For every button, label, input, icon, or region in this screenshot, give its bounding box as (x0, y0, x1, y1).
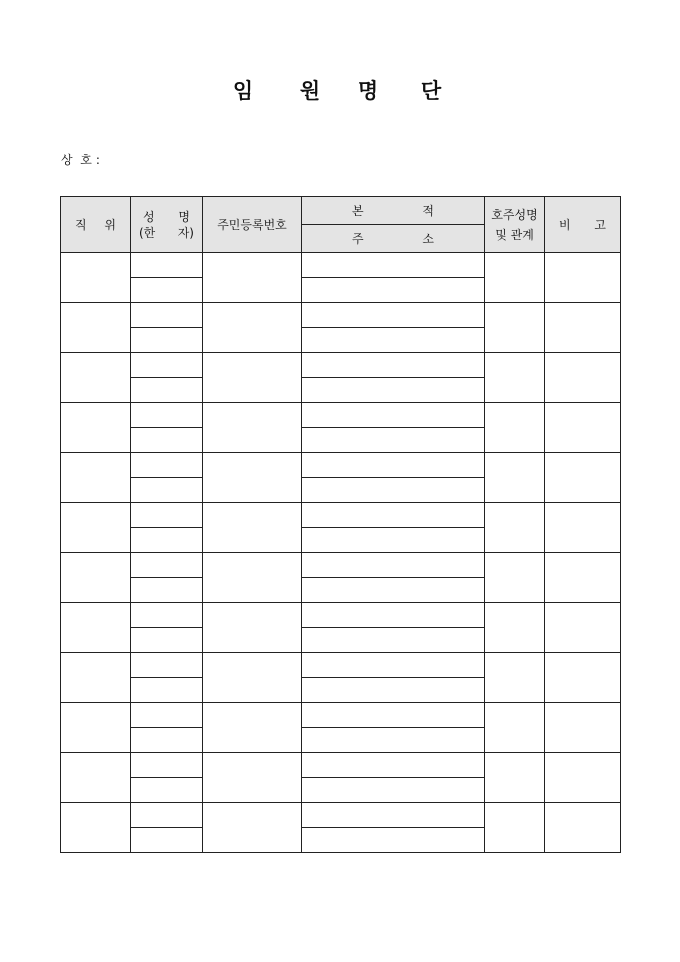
remarks-cell[interactable] (545, 253, 621, 303)
table-row (61, 253, 621, 278)
domicile-cell[interactable] (302, 553, 485, 578)
position-cell[interactable] (61, 453, 131, 503)
position-cell[interactable] (61, 553, 131, 603)
domicile-cell[interactable] (302, 703, 485, 728)
hanja-name-cell[interactable] (131, 378, 203, 403)
hanja-name-cell[interactable] (131, 678, 203, 703)
address-cell[interactable] (302, 578, 485, 603)
domicile-cell[interactable] (302, 353, 485, 378)
table-row (61, 403, 621, 428)
header-resident-number: 주민등록번호 (203, 197, 302, 253)
domicile-cell[interactable] (302, 803, 485, 828)
resident-number-cell[interactable] (203, 653, 302, 703)
address-cell[interactable] (302, 828, 485, 853)
officer-roster-table (60, 196, 621, 853)
position-cell[interactable] (61, 303, 131, 353)
resident-number-cell[interactable] (203, 803, 302, 853)
domicile-cell[interactable] (302, 653, 485, 678)
household-head-cell[interactable] (485, 653, 545, 703)
table-row (61, 703, 621, 728)
address-cell[interactable] (302, 528, 485, 553)
resident-number-cell[interactable] (203, 453, 302, 503)
table-row (61, 303, 621, 328)
table-row (61, 353, 621, 378)
household-head-cell[interactable] (485, 803, 545, 853)
remarks-cell[interactable] (545, 503, 621, 553)
remarks-cell[interactable] (545, 353, 621, 403)
domicile-cell[interactable] (302, 603, 485, 628)
name-cell[interactable] (131, 553, 203, 578)
header-position: 직 위 (61, 197, 131, 253)
hanja-name-cell[interactable] (131, 478, 203, 503)
company-label: 상 호 (61, 153, 92, 167)
household-head-cell[interactable] (485, 453, 545, 503)
household-head-cell[interactable] (485, 703, 545, 753)
resident-number-cell[interactable] (203, 603, 302, 653)
position-cell[interactable] (61, 753, 131, 803)
household-head-cell[interactable] (485, 603, 545, 653)
roster-body (61, 253, 621, 853)
address-cell[interactable] (302, 328, 485, 353)
household-head-cell[interactable] (485, 503, 545, 553)
resident-number-cell[interactable] (203, 253, 302, 303)
position-cell[interactable] (61, 403, 131, 453)
remarks-cell[interactable] (545, 303, 621, 353)
table-row (61, 753, 621, 778)
table-row (61, 803, 621, 828)
household-head-cell[interactable] (485, 303, 545, 353)
title-char: 단 (420, 78, 442, 103)
household-head-cell[interactable] (485, 553, 545, 603)
name-cell[interactable] (131, 753, 203, 778)
resident-number-cell[interactable] (203, 503, 302, 553)
title-char: 명 (357, 78, 379, 103)
hanja-name-cell[interactable] (131, 628, 203, 653)
name-cell[interactable] (131, 453, 203, 478)
table-row (61, 553, 621, 578)
name-cell[interactable] (131, 303, 203, 328)
hanja-name-cell[interactable] (131, 278, 203, 303)
header-address: 주 소 (302, 225, 485, 253)
domicile-cell[interactable] (302, 403, 485, 428)
hanja-name-cell[interactable] (131, 828, 203, 853)
address-cell[interactable] (302, 428, 485, 453)
address-cell[interactable] (302, 728, 485, 753)
name-cell[interactable] (131, 703, 203, 728)
company-name-field[interactable] (61, 150, 100, 170)
resident-number-cell[interactable] (203, 753, 302, 803)
name-cell[interactable] (131, 803, 203, 828)
resident-number-cell[interactable] (203, 303, 302, 353)
position-cell[interactable] (61, 253, 131, 303)
remarks-cell[interactable] (545, 753, 621, 803)
name-cell[interactable] (131, 253, 203, 278)
position-cell[interactable] (61, 653, 131, 703)
household-head-cell[interactable] (485, 253, 545, 303)
table-row (61, 603, 621, 628)
domicile-cell[interactable] (302, 753, 485, 778)
address-cell[interactable] (302, 778, 485, 803)
title-char: 임 (232, 78, 254, 103)
position-cell[interactable] (61, 803, 131, 853)
address-cell[interactable] (302, 478, 485, 503)
remarks-cell[interactable] (545, 653, 621, 703)
remarks-cell[interactable] (545, 603, 621, 653)
position-cell[interactable] (61, 503, 131, 553)
name-cell[interactable] (131, 603, 203, 628)
domicile-cell[interactable] (302, 253, 485, 278)
address-cell[interactable] (302, 378, 485, 403)
remarks-cell[interactable] (545, 403, 621, 453)
resident-number-cell[interactable] (203, 353, 302, 403)
header-name: 성 명 (한 자) (131, 197, 203, 253)
name-cell[interactable] (131, 653, 203, 678)
table-row (61, 653, 621, 678)
position-cell[interactable] (61, 603, 131, 653)
household-head-cell[interactable] (485, 353, 545, 403)
table-row (61, 503, 621, 528)
position-cell[interactable] (61, 353, 131, 403)
domicile-cell[interactable] (302, 503, 485, 528)
resident-number-cell[interactable] (203, 403, 302, 453)
remarks-cell[interactable] (545, 553, 621, 603)
table-row (61, 453, 621, 478)
header-remarks: 비 고 (545, 197, 621, 253)
remarks-cell[interactable] (545, 703, 621, 753)
remarks-cell[interactable] (545, 453, 621, 503)
hanja-name-cell[interactable] (131, 428, 203, 453)
household-head-cell[interactable] (485, 753, 545, 803)
header-household-head: 호주성명 및 관계 (485, 197, 545, 253)
resident-number-cell[interactable] (203, 703, 302, 753)
company-colon: : (95, 153, 100, 167)
domicile-cell[interactable] (302, 453, 485, 478)
remarks-cell[interactable] (545, 803, 621, 853)
name-cell[interactable] (131, 403, 203, 428)
household-head-cell[interactable] (485, 403, 545, 453)
hanja-name-cell[interactable] (131, 528, 203, 553)
document-title (0, 76, 680, 106)
address-cell[interactable] (302, 678, 485, 703)
hanja-name-cell[interactable] (131, 328, 203, 353)
resident-number-cell[interactable] (203, 553, 302, 603)
hanja-name-cell[interactable] (131, 728, 203, 753)
domicile-cell[interactable] (302, 303, 485, 328)
name-cell[interactable] (131, 503, 203, 528)
position-cell[interactable] (61, 703, 131, 753)
hanja-name-cell[interactable] (131, 578, 203, 603)
address-cell[interactable] (302, 278, 485, 303)
address-cell[interactable] (302, 628, 485, 653)
title-char: 원 (299, 78, 321, 103)
header-domicile: 본 적 (302, 197, 485, 225)
name-cell[interactable] (131, 353, 203, 378)
hanja-name-cell[interactable] (131, 778, 203, 803)
